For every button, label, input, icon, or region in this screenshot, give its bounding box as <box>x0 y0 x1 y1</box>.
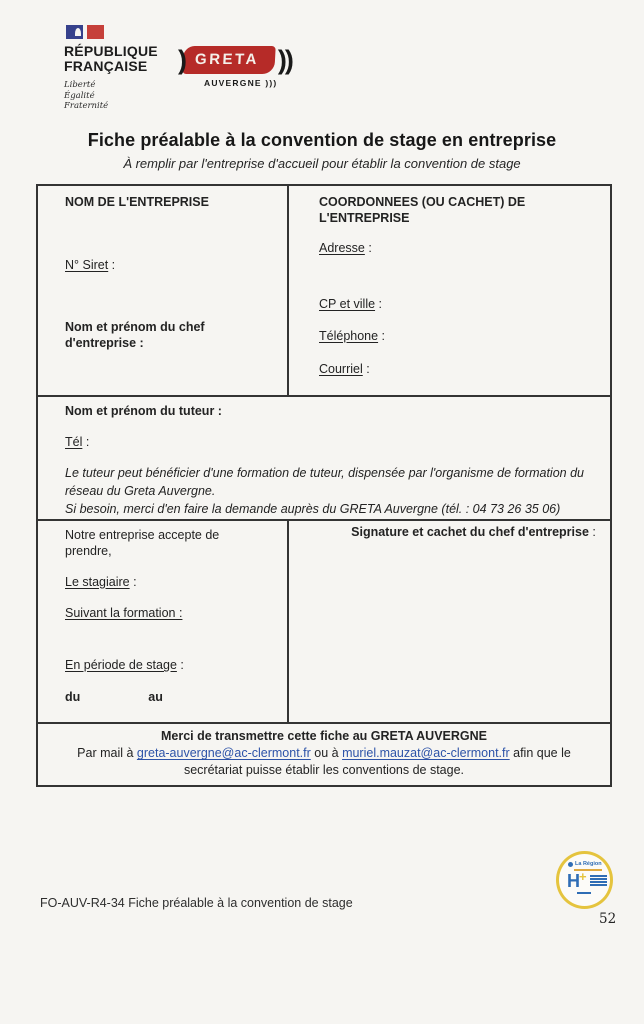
engagement-intro: Notre entreprise accepte de prendre, <box>65 528 220 559</box>
region-label: La Région <box>575 861 602 867</box>
nom-entreprise-heading: NOM DE L'ENTREPRISE <box>65 195 209 209</box>
chef-entreprise-label: Nom et prénom du chef d'entreprise : <box>65 319 205 350</box>
au-label: au <box>148 690 163 705</box>
republique-francaise-logo <box>64 25 184 112</box>
greta-paren-left-icon: ) <box>178 44 187 75</box>
tuteur-label: Nom et prénom du tuteur : <box>65 404 222 418</box>
page-number: 52 <box>599 911 617 927</box>
badge-bottom-text-line <box>577 892 591 894</box>
greta-wordmark: GRETA <box>182 46 275 74</box>
email-link-greta-auvergne[interactable]: greta-auvergne@ac-clermont.fr <box>136 746 311 761</box>
french-flag-icon <box>66 25 184 39</box>
du-au-line <box>65 689 279 705</box>
cp-ville-field: CP et ville : <box>319 296 382 311</box>
h-plus-sign-icon: + <box>579 869 587 884</box>
cell-nom-entreprise <box>38 186 289 395</box>
row-engagement <box>38 519 610 722</box>
cell-engagement <box>38 521 289 722</box>
telephone-field: Téléphone : <box>319 329 386 343</box>
stagiaire-label: Le stagiaire <box>65 574 130 589</box>
republique-line: RÉPUBLIQUE <box>64 43 158 59</box>
tuteur-tel-field: Tél : <box>65 435 90 450</box>
greta-auvergne-logo <box>178 46 292 88</box>
row-transmission <box>38 722 610 785</box>
devise-liberte-egalite-fraternite: Liberté Égalité Fraternité <box>64 80 109 111</box>
signature-field: Signature et cachet du chef d'entreprise : <box>351 525 596 539</box>
periode-field: En période de stage : <box>65 658 184 672</box>
telephone-label: Téléphone <box>319 329 379 343</box>
francaise-line: FRANÇAISE <box>64 58 148 74</box>
row-tuteur <box>38 395 610 519</box>
region-logo-icon <box>568 862 573 867</box>
cell-signature <box>289 521 610 722</box>
periode-label: En période de stage <box>65 658 177 672</box>
tuteur-note-2: Si besoin, merci d'en faire la demande auprès du GRETA Auvergne (tél. : 04 73 26 35 06) <box>65 501 561 516</box>
cp-ville-label: CP et ville <box>319 296 376 311</box>
stagiaire-field: Le stagiaire : <box>65 574 137 589</box>
greta-region-label: AUVERGNE ))) <box>204 78 278 88</box>
form-table <box>36 184 612 787</box>
formation-field: Suivant la formation : <box>65 605 183 620</box>
siret-field: N° Siret : <box>65 258 116 273</box>
coordonnees-heading: COORDONNEES (OU CACHET) DE L'ENTREPRISE <box>319 195 526 226</box>
page-subtitle: À remplir par l'entreprise d'accueil pour établir la convention de stage <box>123 156 521 171</box>
adresse-field: Adresse : <box>319 240 372 255</box>
du-label: du <box>65 690 81 705</box>
region-h-plus-badge <box>556 851 613 909</box>
row-entreprise <box>38 186 610 395</box>
formation-label: Suivant la formation <box>65 605 176 620</box>
adresse-label: Adresse <box>319 240 365 255</box>
email-link-muriel-mauzat[interactable]: muriel.mauzat@ac-clermont.fr <box>342 746 510 761</box>
tuteur-tel-label: Tél <box>65 435 83 450</box>
transmission-heading: Merci de transmettre cette fiche au GRETA AUVERGNE <box>160 729 487 743</box>
siret-label: N° Siret <box>65 258 109 273</box>
cell-coordonnees <box>289 186 610 395</box>
transmission-instructions: Par mail à greta-auvergne@ac-clermont.fr ou à muriel.mauzat@ac-clermont.fr afin que le secrétariat puisse établir les conventions de stage. <box>77 746 571 777</box>
republique-francaise-wordmark <box>64 44 184 74</box>
courriel-field: Courriel : <box>319 362 370 377</box>
greta-paren-right-icon: )) <box>277 44 292 75</box>
signature-label: Signature et cachet du chef d'entreprise <box>351 525 589 539</box>
h-plus-letter: H <box>567 871 580 891</box>
badge-text-lines <box>590 875 607 890</box>
page-title: Fiche préalable à la convention de stage en entreprise <box>87 130 557 150</box>
document-reference: FO-AUV-R4-34 Fiche préalable à la convention de stage <box>40 896 353 910</box>
tuteur-note-1: Le tuteur peut bénéficier d'une formation de tuteur, dispensée par l'organisme de formation du réseau du Greta Auvergne. <box>65 465 584 498</box>
courriel-label: Courriel <box>319 362 363 377</box>
